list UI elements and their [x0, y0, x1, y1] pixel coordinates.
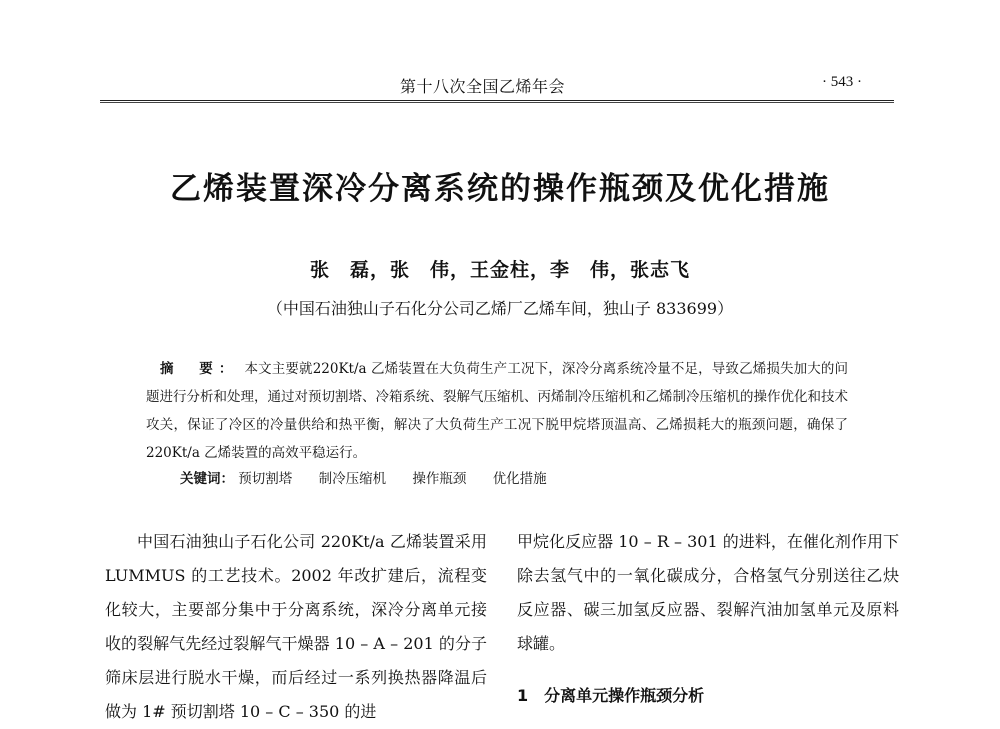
keyword: 制冷压缩机: [318, 471, 387, 487]
abstract-label: 摘 要：: [160, 361, 239, 377]
body-paragraph: 中国石油独山子石化公司 220Kt/a 乙烯装置采用 LUMMUS 的工艺技术。2002 年改扩建后，流程变化较大，主要部分集中于分离系统，深冷分离单元接收的裂解气先经过裂解气干燥器 10 – A – 201 的分子筛床层进行脱水干燥，而后经过一系列换热器降温后做为 1# 预切割塔 10 – C – 350 的进: [105, 532, 487, 721]
header-rule-secondary: [100, 102, 894, 103]
header-rule: [100, 100, 894, 101]
keyword: 预切割塔: [238, 471, 293, 487]
keyword: 优化措施: [492, 471, 547, 487]
author-list: 张 磊，张 伟，王金柱，李 伟，张志飞: [309, 259, 690, 281]
running-title: 第十八次全国乙烯年会: [400, 77, 566, 96]
keyword: 操作瓶颈: [412, 471, 467, 487]
abstract-text: 本文主要就220Kt/a 乙烯装置在大负荷生产工况下，深冷分离系统冷量不足，导致乙烯损失加大的问题进行分析和处理，通过对预切割塔、冷箱系统、裂解气压缩机、丙烯制冷压缩机和乙烯制冷压缩机的操作优化和技术攻关，保证了冷区的冷量供给和热平衡，解决了大负荷生产工况下脱甲烷塔顶温高、乙烯损耗大的瓶颈问题，确保了220Kt/a 乙烯装置的高效平稳运行。: [146, 361, 848, 461]
section-heading: 1 分离单元操作瓶颈分析: [517, 686, 705, 705]
keywords-label: 关键词：: [180, 471, 234, 487]
paper-title: 乙烯装置深冷分离系统的操作瓶颈及优化措施: [170, 171, 830, 207]
abstract: [146, 355, 848, 467]
body-paragraph: 甲烷化反应器 10 – R – 301 的进料，在催化剂作用下除去氢气中的一氧化碳成分，合格氢气分别送往乙炔反应器、碳三加氢反应器、裂解汽油加氢单元及原料球罐。: [517, 532, 899, 653]
keywords: [180, 467, 840, 487]
affiliation: （中国石油独山子石化分公司乙烯厂乙烯车间，独山子 833699）: [266, 299, 734, 318]
body-column-right: [517, 525, 899, 661]
body-column-left: [105, 525, 487, 729]
page-number: · 543 ·: [822, 74, 862, 90]
